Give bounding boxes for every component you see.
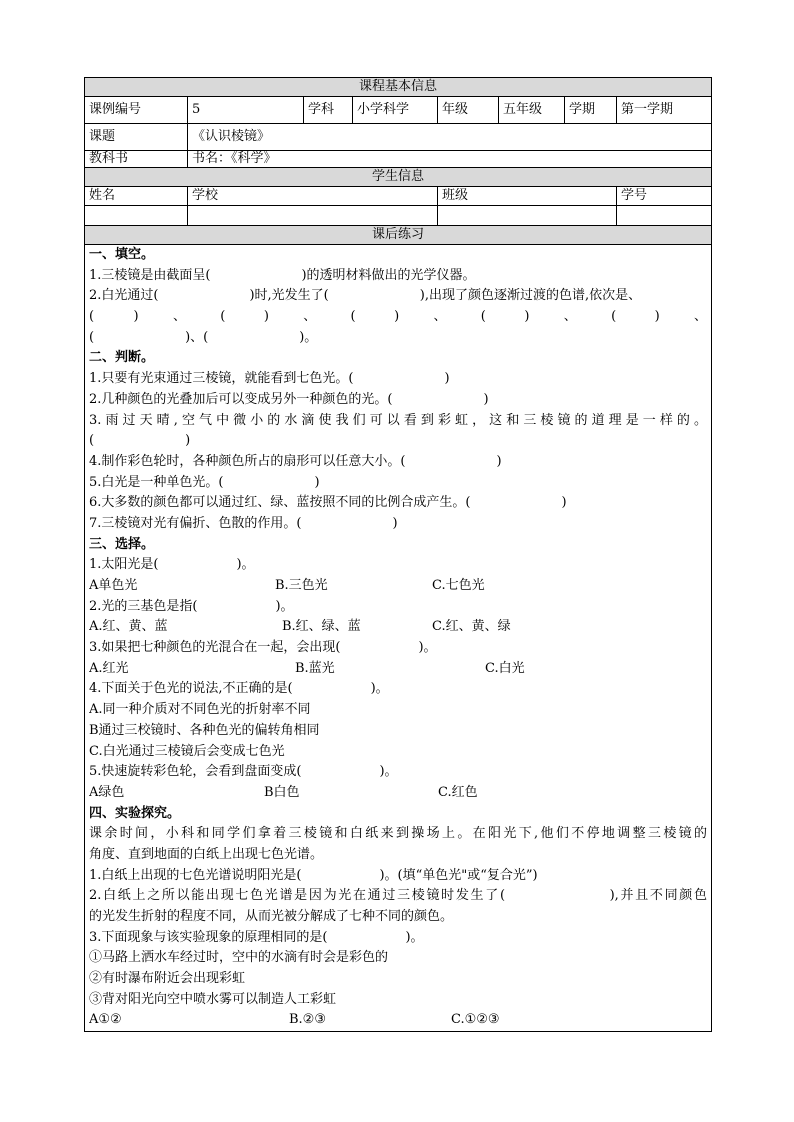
exercise-content [85,245,712,1032]
grade-label: 年级 [438,97,499,124]
choice-q2-option-a: A.红、黄、蓝 [89,619,168,635]
judge-q1: 1.只要有光束通过三棱镜，就能看到七色光。( ) [89,371,450,387]
experiment-q3-item2: ②有时瀑布附近会出现彩虹 [89,971,246,987]
choice-q5-option-a: A绿色 [89,784,125,800]
choice-q3-options [89,659,707,680]
experiment-q2-line2: 的光发生折射的程度不同，从而光被分解成了七种不同的颜色。 [89,909,454,924]
judge-q4: 4.制作彩色轮时，各种颜色所占的扇形可以任意大小。( ) [89,453,502,469]
term-label: 学期 [565,97,617,124]
choice-q1: 1.太阳光是( )。 [89,557,255,573]
student-info-header: 学生信息 [85,168,712,187]
fill-q1: 1.三棱镜是由截面呈( )的透明材料做出的光学仪器。 [89,267,476,283]
judge-q5: 5.白光是一种单色光。( ) [89,474,320,490]
choice-section-title: 三、选择。 [89,536,155,552]
choice-q2-option-b: B.红、绿、蓝 [282,619,361,635]
worksheet-table [84,77,712,1032]
grade-value: 五年级 [499,97,565,124]
class-label: 班级 [438,187,617,206]
experiment-q3-item3: ③背对阳光向空中喷水雾可以制造人工彩虹 [89,991,337,1007]
textbook-label: 教科书 [85,151,188,168]
judge-q3-line2: ( ) [89,433,191,449]
experiment-q1: 1.白纸上出现的七色光谱说明阳光是( )。(填“单色光"或“复合光”) [89,867,538,883]
school-label: 学校 [188,187,438,206]
choice-q3: 3.如果把七种颜色的光混合在一起，会出现( )。 [89,640,437,656]
fill-q2-line2: ( )、( )、( )、( )、( )、 [89,309,708,325]
choice-q1-option-c: C.七色光 [432,578,485,593]
experiment-intro-line2: 角度、直到地面的白纸上出现七色光谱。 [89,846,324,862]
experiment-q3-options [89,1010,707,1031]
choice-q4-option-c: C.白光通过三棱镜后会变成七色光 [89,743,285,759]
judge-q7: 7.三棱镜对光有偏折、色散的作用。( ) [89,515,398,531]
name-input-cell[interactable] [85,206,188,226]
choice-q2: 2.光的三基色是指( )。 [89,598,294,614]
exercise-header: 课后练习 [85,226,712,245]
choice-q2-option-c: C.红、黄、绿 [432,619,511,635]
choice-q2-options [89,617,707,638]
choice-q1-option-b: B.三色光 [275,578,328,593]
lesson-no-label: 课例编号 [85,97,188,124]
experiment-q3-option-c: C.①②③ [451,1012,500,1028]
fill-q2-line1: 2.白光通过( )时,光发生了( ),出现了颜色逐渐过渡的色谱,依次是、 [89,288,642,304]
experiment-q2-line1: 2.白纸上之所以能出现七色光谱是因为光在通过三棱镜时发生了( ),并且不同颜色 [89,888,708,904]
topic-value: 《认识棱镜》 [188,124,712,151]
name-label: 姓名 [85,187,188,206]
choice-q5-option-c: C.红色 [438,784,478,800]
experiment-intro-line1: 课余时间，小科和同学们拿着三棱镜和白纸来到操场上。在阳光下,他们不停地调整三棱镜的 [89,826,708,842]
judge-q2: 2.几种颜色的光叠加后可以变成另外一种颜色的光。( ) [89,391,489,407]
class-input-cell[interactable] [438,206,617,226]
experiment-section-title: 四、实验探究。 [89,805,181,821]
experiment-q3-option-b: B.②③ [289,1012,326,1028]
fill-q2-line3: ( )、( )。 [89,329,318,345]
choice-q3-option-c: C.白光 [485,660,525,676]
student-id-label: 学号 [617,187,712,206]
topic-label: 课题 [85,124,188,151]
choice-q3-option-a: A.红光 [89,660,129,676]
subject-label: 学科 [304,97,353,124]
choice-q4-option-a: A.同一种介质对不同色光的折射率不同 [89,702,311,718]
course-info-header: 课程基本信息 [85,78,712,97]
choice-q5: 5.快速旋转彩色轮，会看到盘面变成( )。 [89,764,398,780]
experiment-q3-item1: ①马路上洒水车经过时，空中的水滴有时会是彩色的 [89,950,389,966]
experiment-q3: 3.下面现象与该实验现象的原理相同的是( )。 [89,929,424,945]
experiment-q3-option-a: A①② [89,1012,122,1028]
judge-section-title: 二、判断。 [89,350,155,366]
term-value: 第一学期 [617,97,712,124]
choice-q3-option-b: B.蓝光 [295,660,335,676]
fill-section-title: 一、填空。 [89,247,155,262]
judge-q3-line1: 3.雨过天晴,空气中微小的水滴使我们可以看到彩虹，这和三棱镜的道理是一样的。 [89,412,708,428]
lesson-no-value: 5 [188,97,304,124]
judge-q6: 6.大多数的颜色都可以通过红、绿、蓝按照不同的比例合成产生。( ) [89,495,567,511]
subject-value: 小学科学 [353,97,438,124]
student-id-input-cell[interactable] [617,206,712,226]
school-input-cell[interactable] [188,206,438,226]
choice-q4-option-b: B通过三校镜时、各种色光的偏转角相同 [89,722,320,738]
textbook-value: 书名：《科学》 [188,151,712,168]
choice-q4: 4.下面关于色光的说法,不正确的是( )。 [89,681,389,697]
choice-q5-option-b: B白色 [264,784,300,800]
choice-q5-options [89,783,707,804]
choice-q1-option-a: A单色光 [89,578,138,593]
choice-q1-options [89,576,707,597]
